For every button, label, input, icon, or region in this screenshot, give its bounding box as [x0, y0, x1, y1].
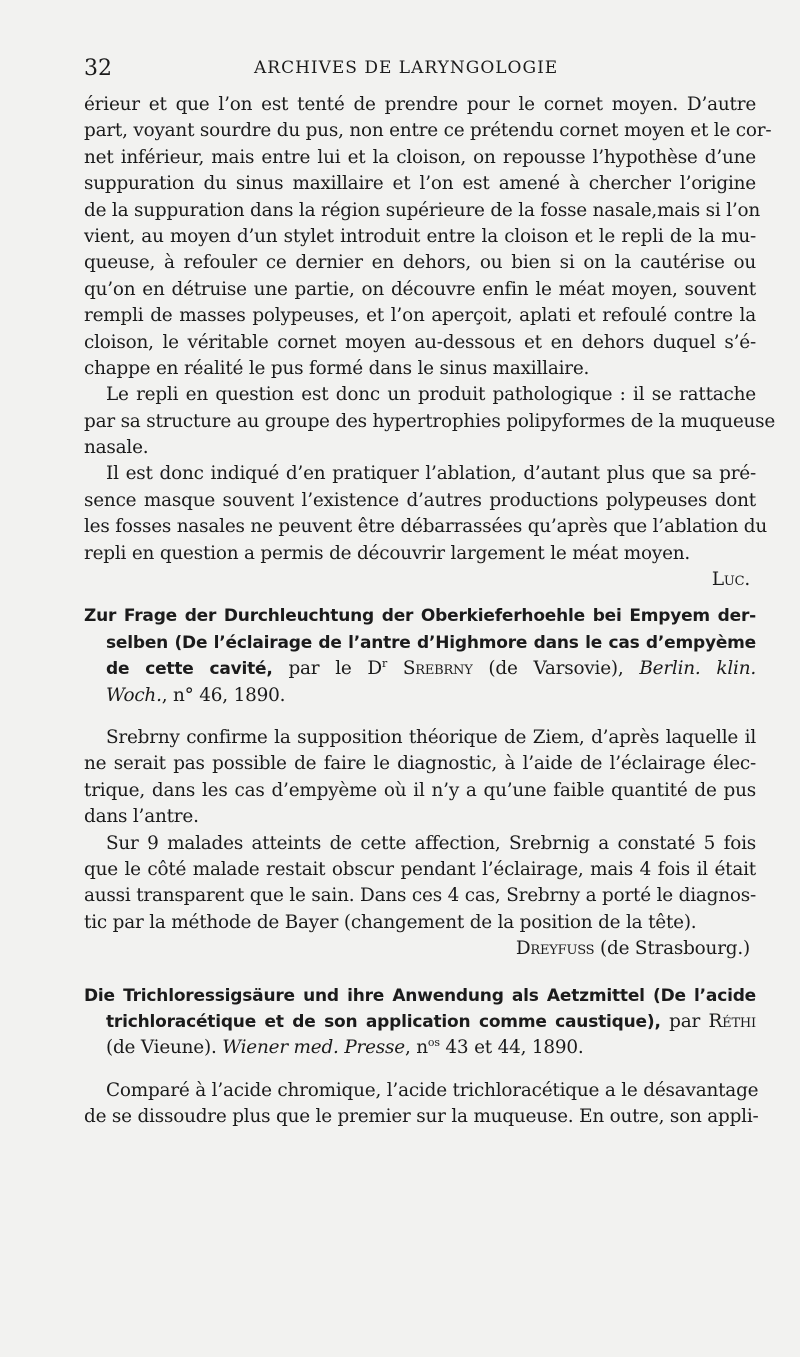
text-line: queuse, à refouler ce dernier en dehors, ou bien si on la cautérise ou [84, 252, 756, 274]
text-line: suppuration du sinus maxillaire et l’on est amené à chercher l’origine [84, 173, 756, 195]
article-heading [84, 603, 756, 709]
text-line: Le repli en question est donc un produit pathologique : il se rattache [106, 384, 756, 406]
journal-name: Woch. [106, 684, 162, 706]
heading-sup: r [381, 657, 388, 671]
text-line: Sur 9 malades atteints de cette affection, Srebrnig a constaté 5 fois [106, 832, 756, 854]
author-name: Réthi [708, 1010, 756, 1032]
paragraph [84, 1078, 759, 1131]
heading-line: Zur Frage der Durchleuchtung der Oberkieferhoehle bei Empyem der- [84, 606, 756, 627]
journal-issue: 43 et 44, 1890. [439, 1037, 584, 1059]
page-number: 32 [84, 56, 112, 81]
text-line: Il est donc indiqué d’en pratiquer l’ablation, d’autant plus que sa pré- [106, 463, 756, 485]
page-content [84, 92, 776, 1130]
text-line: rempli de masses polypeuses, et l’on aperçoit, aplati et refoulé contre la [84, 305, 756, 327]
paragraph [84, 382, 776, 461]
journal-issue: , n [404, 1037, 428, 1059]
paragraph-continuation [84, 92, 772, 382]
text-line: nasale. [84, 437, 149, 459]
author-signature [84, 936, 756, 962]
page-header [84, 56, 756, 82]
heading-bold-text: trichloracétique et de son application comme caustique), [106, 1011, 661, 1032]
heading-line: selben (De l’éclairage de l’antre d’Highmore dans le cas d’empyème [106, 632, 756, 653]
heading-line: Die Trichloressigsäure und ihre Anwendung als Aetzmittel (De l’acide [84, 985, 756, 1006]
heading-bold-text: de cette cavité, [106, 659, 273, 680]
author-place: (de Varsovie), [472, 658, 640, 680]
journal-name: Berlin. klin. [639, 658, 756, 680]
paragraph [84, 461, 767, 567]
heading-text: par le D [272, 658, 382, 680]
heading-line [84, 1009, 756, 1035]
text-line: aussi transparent que le sain. Dans ces 4 cas, Srebrny a porté le diagnos- [84, 885, 756, 907]
text-line: repli en question a permis de découvrir largement le méat moyen. [84, 542, 691, 564]
text-line: trique, dans les cas d’empyème où il n’y a qu’une faible quantité de pus [84, 779, 756, 801]
signature-name: Dreyfuss [515, 938, 595, 960]
text-line: que le côté malade restait obscur pendant l’éclairage, mais 4 fois il était [84, 858, 756, 880]
heading-sup: os [427, 1036, 440, 1050]
author-name: Srebrny [387, 658, 473, 680]
text-line: qu’on en détruise une partie, on découvre enfin le méat moyen, souvent [84, 278, 756, 300]
text-line: Comparé à l’acide chromique, l’acide trichloracétique a le désavantage [106, 1079, 759, 1101]
paragraph [84, 725, 756, 831]
text-line: vient, au moyen d’un stylet introduit entre la cloison et le repli de la mu- [84, 225, 756, 247]
text-line: cloison, le véritable cornet moyen au-dessous et en dehors duquel s’é- [84, 331, 756, 353]
text-line: érieur et que l’on est tenté de prendre pour le cornet moyen. D’autre [84, 94, 756, 115]
heading-line [84, 1035, 756, 1061]
heading-line [84, 656, 756, 682]
text-line: les fosses nasales ne peuvent être débarrassées qu’après que l’ablation du [84, 516, 767, 538]
journal-issue: , n° 46, 1890. [161, 684, 286, 706]
paragraph [84, 831, 756, 937]
text-line: Srebrny confirme la supposition théorique de Ziem, d’après laquelle il [106, 726, 756, 748]
text-line: par sa structure au groupe des hypertrophies polipyformes de la muqueuse [84, 410, 776, 432]
text-line: sence masque souvent l’existence d’autres productions polypeuses dont [84, 489, 756, 511]
running-title: ARCHIVES DE LARYNGOLOGIE [254, 58, 559, 78]
journal-name: Wiener med. Presse [222, 1037, 405, 1059]
author-signature: Luc. [711, 569, 750, 591]
text-line: de se dissoudre plus que le premier sur la muqueuse. En outre, son appli- [84, 1106, 759, 1128]
author-place: (de Vieune). [106, 1037, 223, 1059]
text-line: part, voyant sourdre du pus, non entre ce prétendu cornet moyen et le cor- [84, 120, 772, 142]
signature-place: (de Strasbourg.) [594, 938, 750, 960]
text-line: net inférieur, mais entre lui et la cloison, on repousse l’hypothèse d’une [84, 146, 756, 168]
text-line: de la suppuration dans la région supérieure de la fosse nasale,mais si l’on [84, 199, 761, 221]
article-heading [84, 983, 756, 1062]
text-line: dans l’antre. [84, 806, 199, 828]
heading-text: par [660, 1010, 709, 1032]
text-line: tic par la méthode de Bayer (changement de la position de la tête). [84, 911, 697, 933]
text-line: ne serait pas possible de faire le diagnostic, à l’aide de l’éclairage élec- [84, 753, 756, 775]
heading-line [84, 683, 756, 709]
text-line: chappe en réalité le pus formé dans le sinus maxillaire. [84, 357, 590, 379]
